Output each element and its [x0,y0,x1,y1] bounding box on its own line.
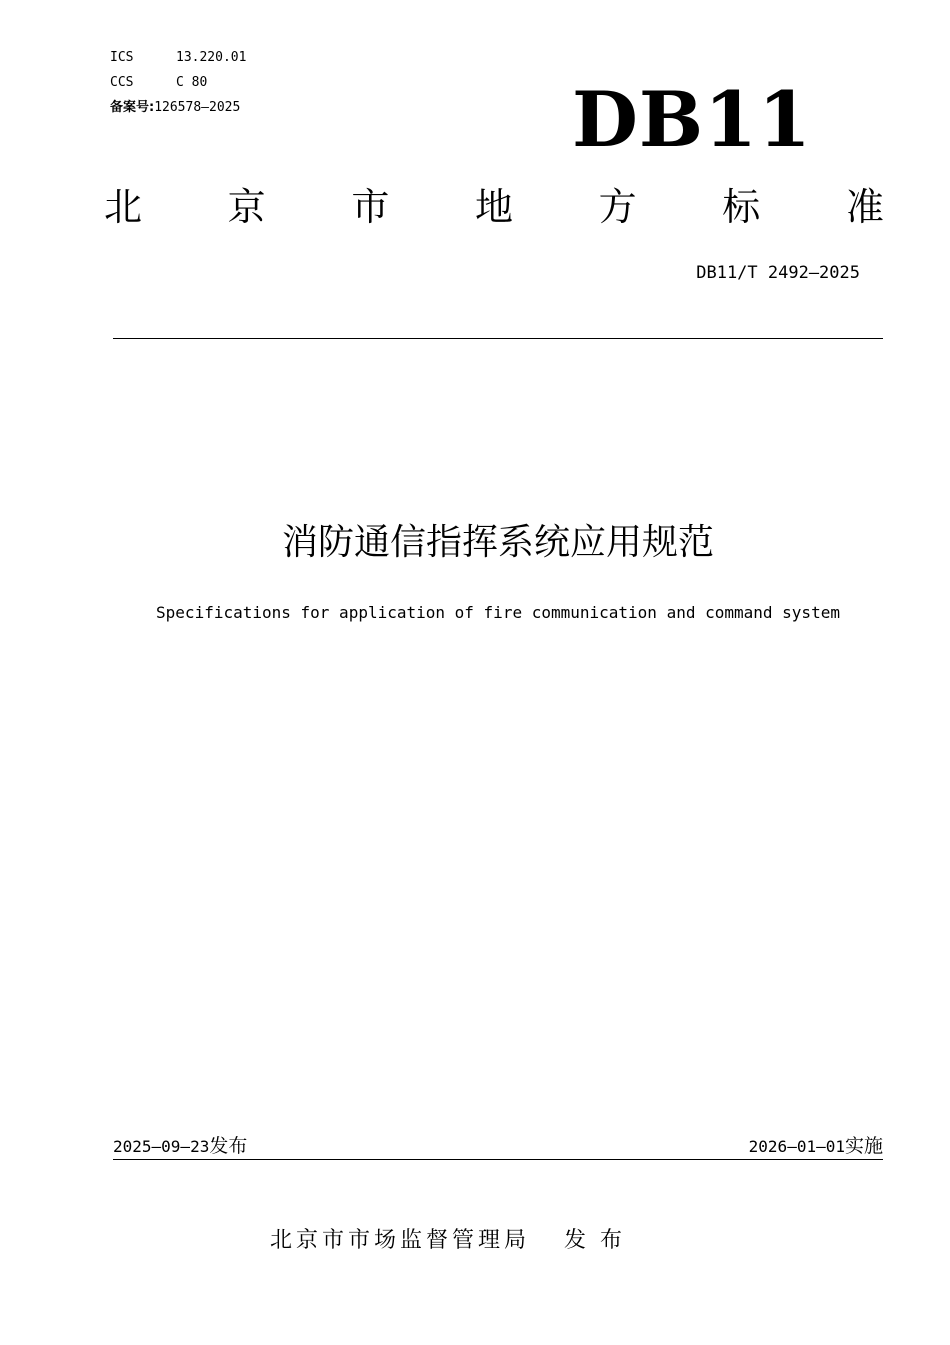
release-label: 发布 [209,1135,248,1157]
standard-type-heading [104,184,884,230]
standard-type-char: 地 [474,185,513,229]
db11-logo: DB11 [572,75,812,164]
release-date-block [113,1133,247,1160]
ccs-value: C 80 [176,75,208,90]
publisher-line [270,1226,636,1256]
standard-type-char: 标 [722,185,761,229]
implementation-date-block [749,1133,883,1160]
implementation-label: 实施 [844,1135,883,1157]
standard-type-char: 方 [598,185,637,229]
ccs-label: CCS [110,75,134,90]
filing-value: 126578—2025 [154,100,241,115]
document-title-en: Specifications for application of fire communication and command system [156,603,840,622]
standard-type-char: 北 [104,185,143,229]
implementation-date: 2026—01—01 [748,1137,845,1156]
standard-number: DB11/T 2492—2025 [696,263,860,283]
ccs-code-line [110,75,207,91]
document-title-cn: 消防通信指挥系统应用规范 [281,522,714,563]
filing-label: 备案号: [110,100,155,115]
standard-type-char: 京 [227,185,266,229]
date-line [113,1133,883,1160]
filing-number-line [110,100,240,116]
standard-type-char: 市 [351,185,390,229]
ics-code-line [110,50,246,66]
ics-value: 13.220.01 [176,50,247,65]
publisher-name: 北京市市场监督管理局 [270,1228,531,1253]
header-divider [113,338,883,339]
publisher-action: 发布 [564,1228,637,1253]
release-date: 2025—09—23 [113,1137,210,1156]
ics-label: ICS [110,50,134,65]
standard-type-char: 准 [845,185,884,229]
